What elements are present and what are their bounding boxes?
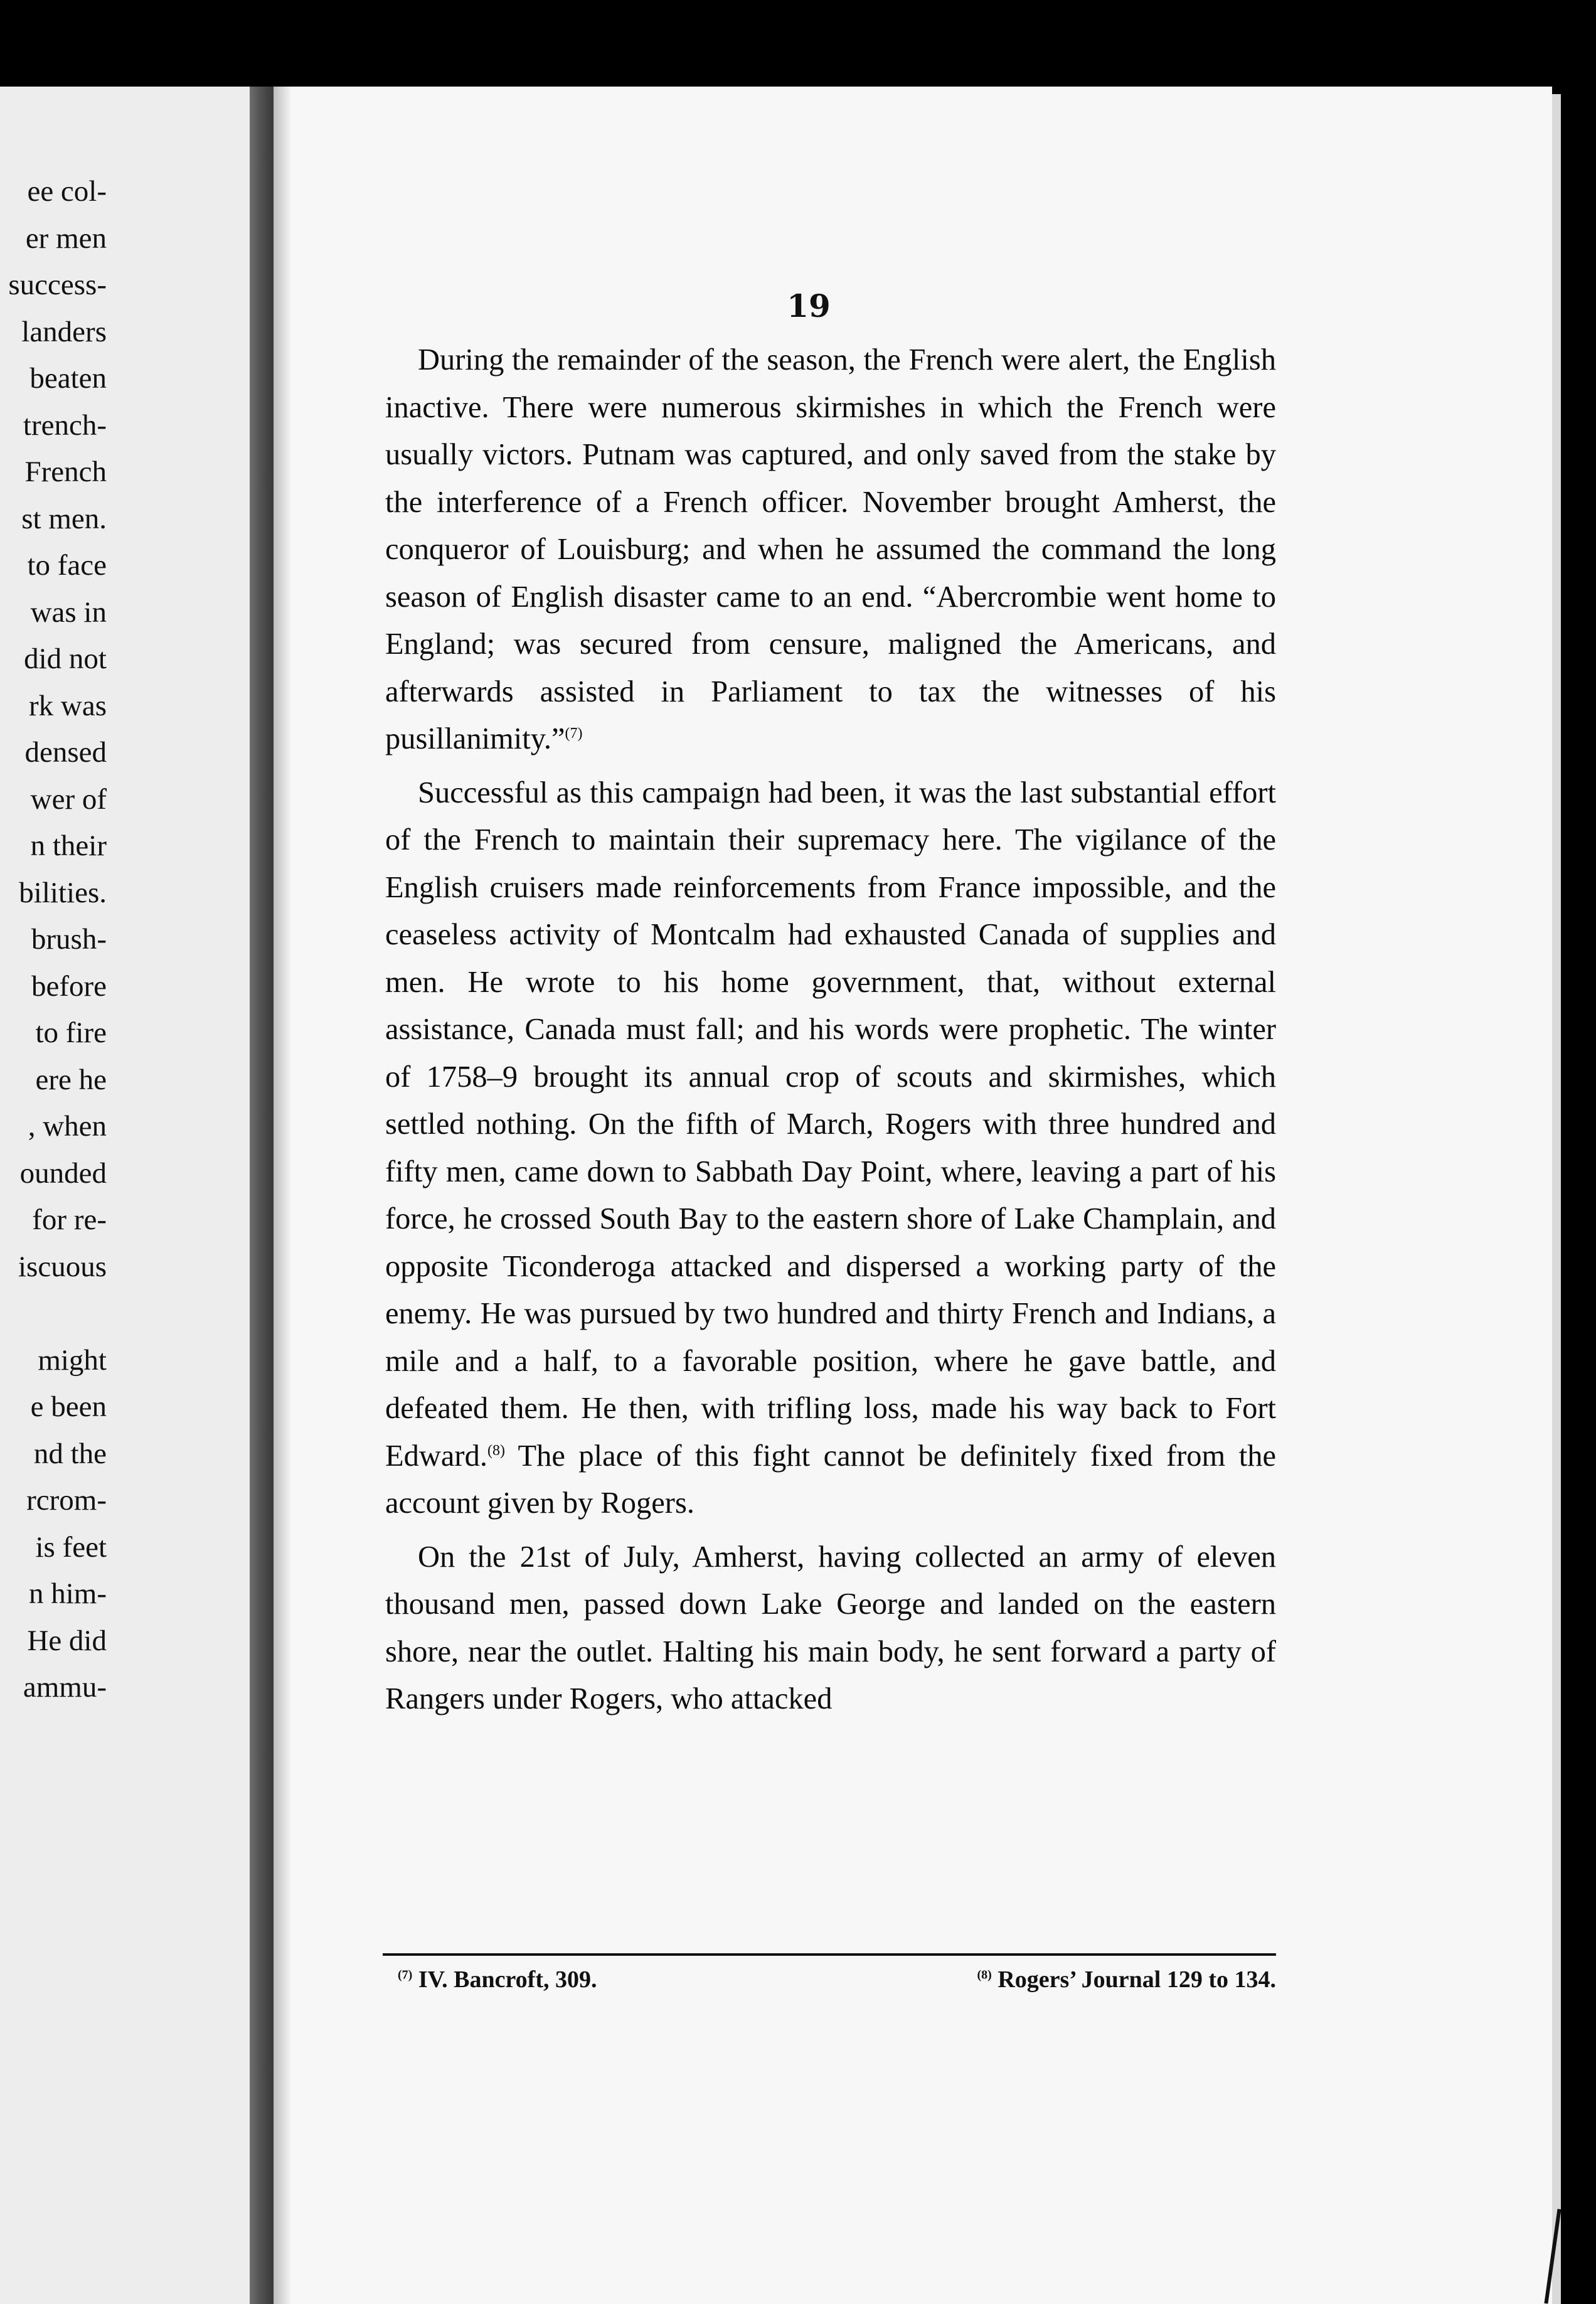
previous-page-line: might <box>38 1343 107 1377</box>
previous-page-line: iscuous <box>18 1250 107 1283</box>
previous-page-line: to face <box>27 549 107 582</box>
previous-page-line: nd the <box>33 1437 107 1470</box>
previous-page-line: was in <box>30 595 107 629</box>
previous-page-line: rk was <box>29 689 107 722</box>
binding-shadow <box>274 87 291 2304</box>
previous-page-line: , when <box>28 1110 107 1143</box>
previous-page-line: to fire <box>35 1016 107 1049</box>
previous-page-line: for re- <box>32 1203 107 1236</box>
previous-page-line: wer of <box>30 782 107 816</box>
previous-page-line: n their <box>30 829 107 862</box>
footnote-8-text: Rogers’ Journal 129 to 134. <box>998 1966 1276 1993</box>
previous-page-line: is feet <box>35 1530 107 1564</box>
previous-page-line: ounded <box>19 1156 107 1190</box>
previous-page-line: He did <box>27 1624 107 1657</box>
page-edge <box>1552 94 1561 2304</box>
paragraph-1 <box>385 336 1276 763</box>
paragraph-1-text: During the remainder of the season, the French were alert, the English inactive. There were numerous skirmishes in which the French were usually victors. Putnam was captured, and only saved from the stake by the interference of a French officer. November brought Amherst, the conqueror of Louisburg; and when he assumed the command the long season of English disaster came to an end. “Abercrombie went home to England; was secured from censure, maligned the Americans, and afterwards assisted in Parliament to tax the witnesses of his pusillanimity.” <box>385 343 1276 755</box>
previous-page-line: brush- <box>31 923 107 956</box>
previous-page-line: n him- <box>28 1577 107 1610</box>
previous-page-line: did not <box>24 643 107 675</box>
paragraph-2-tail: The place of this fight cannot be definitely fixed from the account given by Rogers. <box>385 1439 1276 1520</box>
paragraph-3-text: On the 21st of July, Amherst, having collected an army of eleven thousand men, passed down Lake George and landed on the eastern shore, near the outlet. Halting his main body, he sent forward a party of Rangers under Rogers, who attacked <box>385 1540 1276 1715</box>
previous-page-line: trench- <box>23 408 107 442</box>
footnote-7-mark: (7) <box>398 1968 413 1982</box>
page-number: 19 <box>787 287 831 324</box>
previous-page-line: rcrom- <box>26 1484 107 1517</box>
book-page <box>291 87 1552 2304</box>
previous-page-line: st men. <box>21 502 107 535</box>
footnote-divider <box>383 1953 1276 1956</box>
footnote-8 <box>977 1966 1276 1993</box>
footnote-7-text: IV. Bancroft, 309. <box>418 1966 597 1993</box>
previous-page-line: e been <box>30 1390 107 1423</box>
previous-page-line: landers <box>21 315 107 348</box>
previous-page-text <box>0 175 107 1704</box>
previous-page-line: bilities. <box>19 876 107 909</box>
footnote-8-mark: (8) <box>977 1968 992 1982</box>
previous-page-line: ee col- <box>27 175 107 208</box>
page-body <box>385 336 1276 1729</box>
previous-page-line: before <box>31 969 107 1003</box>
paragraph-3 <box>385 1533 1276 1723</box>
footnote-ref-8: (8) <box>487 1442 505 1459</box>
footnote-7 <box>398 1966 597 1993</box>
previous-page-line: densed <box>24 736 107 769</box>
paragraph-2 <box>385 769 1276 1527</box>
footnote-ref-7: (7) <box>565 725 583 742</box>
book-binding <box>250 87 274 2304</box>
previous-page-line: ere he <box>35 1063 107 1096</box>
previous-page-line: beaten <box>29 362 107 395</box>
previous-page-line: er men <box>25 221 107 255</box>
previous-page-line: success- <box>8 269 107 301</box>
footnotes <box>398 1966 1276 2010</box>
previous-page-fragment <box>0 87 250 2304</box>
previous-page-line: French <box>24 456 107 488</box>
paragraph-2-text: Successful as this campaign had been, it was the last substantial effort of the French to maintain their supremacy here. The vigilance of the English cruisers made reinforcements from France impossible, and the ceaseless activity of Montcalm had exhausted Canada of supplies and men. He wrote to his home government, that, without external assistance, Canada must fall; and his words were prophetic. The winter of 1758–9 brought its annual crop of scouts and skirmishes, which settled nothing. On the fifth of March, Rogers with three hundred and fifty men, came down to Sabbath Day Point, where, leaving a part of his force, he crossed South Bay to the eastern shore of Lake Champlain, and opposite Ticonderoga attacked and dispersed a working party of the enemy. He was pursued by two hundred and thirty French and Indians, a mile and a half, to a favorable position, where he gave battle, and defeated them. He then, with trifling loss, made his way back to Fort Edward. <box>385 776 1276 1473</box>
previous-page-line: ammu- <box>23 1671 107 1704</box>
